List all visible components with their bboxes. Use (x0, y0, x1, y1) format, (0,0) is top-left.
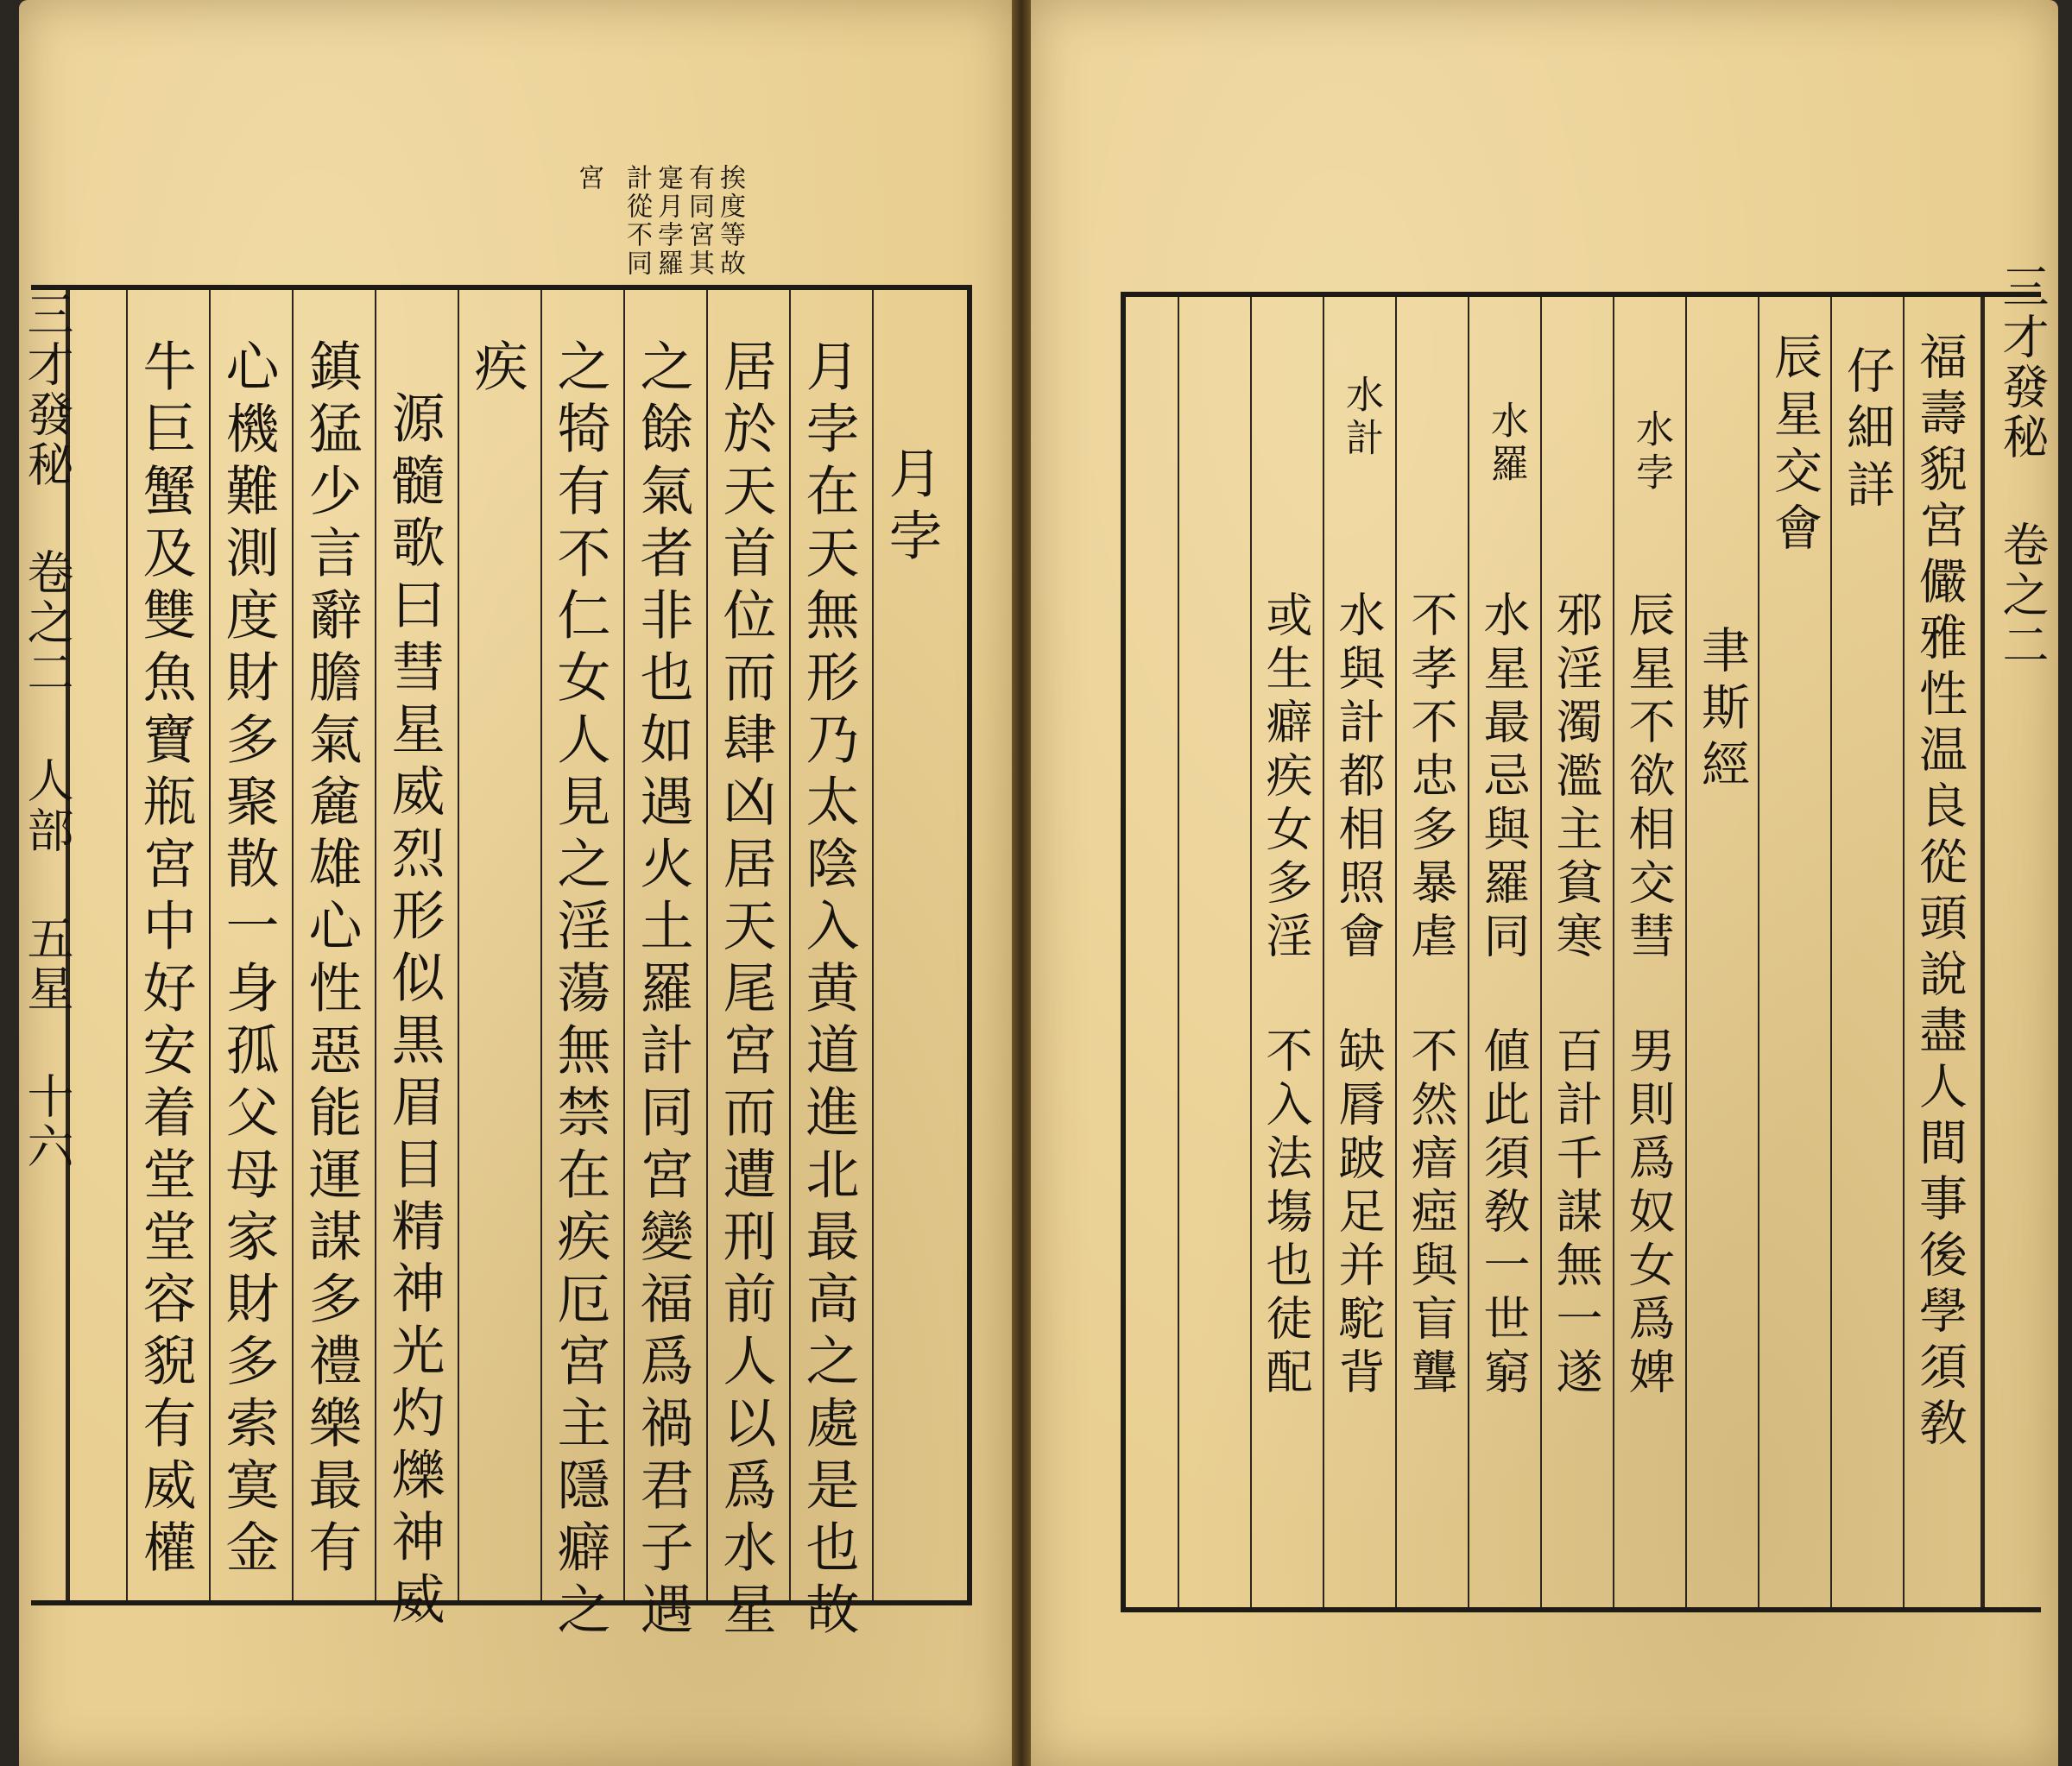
annotation-col: 挨度等故 (715, 164, 745, 278)
spine-label: 三才發秘 卷之二 (1995, 262, 2050, 671)
left-text-frame (20, 285, 972, 1643)
text-column: 不孝不忠多暴虐 不然瘖瘂與盲聾 (1404, 590, 1458, 1401)
column-rule (292, 290, 294, 1600)
right-page (1031, 0, 2058, 1766)
text-column: 或生癖疾女多淫 不入法塲也徒配 (1259, 590, 1313, 1401)
spine-label: 三才發秘 卷之二 人部 五星 十六 (20, 290, 74, 1172)
text-column: 源髓歌曰彗星威烈形似黒眉目精神光灼爍神威 (382, 390, 445, 1633)
spine-rule (1980, 297, 1985, 1607)
text-column-subheading: 水孛 (1629, 409, 1673, 495)
right-text-frame (1121, 262, 2050, 1612)
column-rule (1685, 297, 1687, 1607)
column-rule (540, 290, 542, 1600)
book-gutter (1012, 0, 1031, 1766)
column-rule (1830, 297, 1832, 1607)
text-column: 鎮猛少言辭膽氣麄雄心性惡能運謀多禮樂最有 (300, 338, 363, 1581)
text-column: 疾 (465, 338, 528, 401)
text-column: 之餘氣者非也如遇火土羅計同宮變福爲禍君子遇 (631, 338, 694, 1643)
column-rule (1540, 297, 1542, 1607)
column-rule (789, 290, 791, 1600)
text-column: 牛巨蟹及雙魚寶瓶宮中好安着堂堂容貎有威權 (134, 338, 197, 1581)
annotation-col: 宮 (573, 164, 603, 192)
column-rule (375, 290, 376, 1600)
text-column: 仔細詳 (1839, 345, 1895, 516)
text-column: 心機難測度財多聚散一身孤父母家財多索寞金 (217, 338, 280, 1581)
column-rule (1903, 297, 1905, 1607)
column-rule (1613, 297, 1614, 1607)
column-rule (1323, 297, 1324, 1607)
text-column: 之犄有不仁女人見之淫蕩無禁在疾厄宮主隱癖之 (548, 338, 611, 1643)
text-column: 邪淫濁濫主貧寒 百計千謀無一遂 (1549, 590, 1603, 1401)
text-column: 水星最忌與羅同 値此須敎一世窮 (1476, 590, 1531, 1401)
text-column: 居於天首位而肆凶居天尾宮而遭刑前人以爲水星 (714, 338, 777, 1643)
annotation-col: 計從不同 (622, 164, 652, 278)
left-page (19, 0, 1012, 1766)
column-rule (872, 290, 874, 1600)
column-rule (1250, 297, 1252, 1607)
column-rule (458, 290, 459, 1600)
column-rule (209, 290, 211, 1600)
text-column: 水與計都相照會 缺脣跛足并駝背 (1331, 590, 1386, 1401)
text-column: 辰星不欲相交彗 男則爲奴女爲婢 (1621, 590, 1676, 1401)
column-rule (1395, 297, 1397, 1607)
text-column: 月孛在天無形乃太陰入黄道進北最高之處是也故 (797, 338, 860, 1643)
annotation-col: 有同宮其 (684, 164, 714, 278)
column-rule (1758, 297, 1759, 1607)
column-rule (1468, 297, 1469, 1607)
text-column-subheading: 水計 (1339, 375, 1383, 461)
column-rule (1178, 297, 1179, 1607)
text-column-heading: 月孛 (880, 445, 943, 570)
column-rule (623, 290, 625, 1600)
text-column-subheading: 水羅 (1484, 401, 1528, 487)
column-rule (126, 290, 128, 1600)
text-column-heading: 辰星交會 (1766, 331, 1822, 559)
column-rule (706, 290, 708, 1600)
annotation-col: 寔月孛羅 (653, 164, 683, 278)
text-column: 福壽貎宮儼雅性温良從頭說盡人間事後學須敎 (1911, 331, 1968, 1454)
text-column: 聿斯經 (1694, 625, 1750, 796)
